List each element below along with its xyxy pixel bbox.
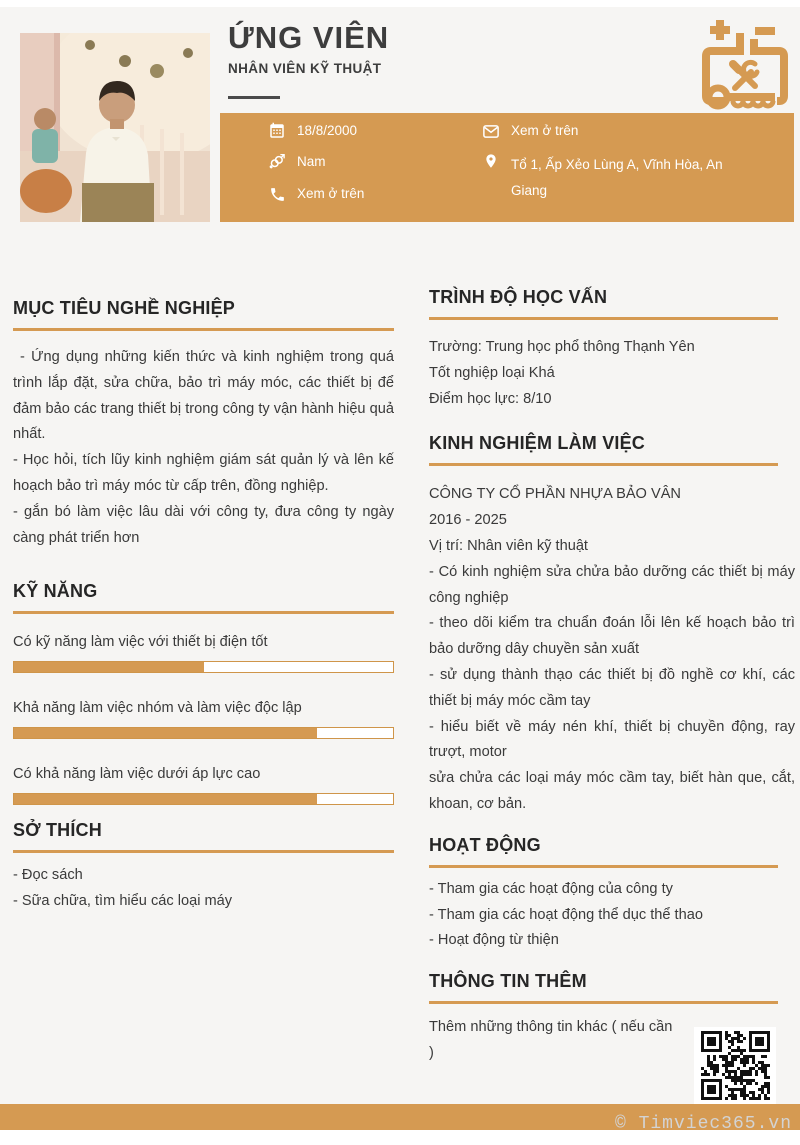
education-rule <box>429 317 778 320</box>
education-line: Điểm học lực: 8/10 <box>429 390 552 407</box>
email-value: Xem ở trên <box>511 123 579 138</box>
education-body <box>429 335 795 412</box>
hobbies-body <box>13 862 394 914</box>
hobby-item: - Sữa chữa, tìm hiểu các loại máy <box>13 893 233 910</box>
objective-heading: MỤC TIÊU NGHỀ NGHIỆP <box>13 298 236 318</box>
education-line: Tốt nghiệp loại Khá <box>429 364 555 381</box>
activities-body <box>429 877 795 954</box>
objective-rule <box>13 328 394 331</box>
objective-paragraph: - gắn bó làm việc lâu dài với công ty, đưa công ty ngày càng phát triển hơn <box>13 503 394 546</box>
candidate-name: ỨNG VIÊN <box>228 20 390 55</box>
skill-item <box>13 632 394 673</box>
gender-value: Nam <box>297 154 326 169</box>
objective-paragraph: - Học hỏi, tích lũy kinh nghiệm giám sát quản lý và lên kế hoạch bảo trì máy móc từ cấp trên, đồng nghiệp. <box>13 452 394 494</box>
address-value: Tổ 1, Ấp Xẻo Lùng A, Vĩnh Hòa, An Giang <box>511 157 723 198</box>
experience-rule <box>429 463 778 466</box>
watermark: © Timviec365.vn <box>614 1114 792 1134</box>
phone-value: Xem ở trên <box>297 186 365 201</box>
activity-item: - Tham gia các hoạt động thể dục thể thao <box>429 906 703 923</box>
experience-position: Vị trí: Nhân viên kỹ thuật <box>429 537 588 554</box>
qr-code <box>694 1027 776 1104</box>
experience-heading: KINH NGHIỆM LÀM VIỆC <box>429 433 646 454</box>
education-line: Trường: Trung học phổ thông Thạnh Yên <box>429 339 695 355</box>
skill-item <box>13 698 394 739</box>
experience-body <box>429 482 795 817</box>
skill-label: Có kỹ năng làm việc với thiết bị điện tốt <box>13 634 268 651</box>
activity-item: - Tham gia các hoạt động của công ty <box>429 880 673 897</box>
objective-paragraph: - Ứng dụng những kiến thức và kinh nghiệm trong quá trình lắp đặt, sửa chữa, bảo trì máy móc, các thiết bị để đảm bảo các trang thiết bị trong công ty vận hành hiệu quả nhất. <box>13 349 394 443</box>
education-heading: TRÌNH ĐỘ HỌC VẤN <box>429 287 608 307</box>
skills-rule <box>13 611 394 614</box>
more-info-rule <box>429 1001 778 1004</box>
activity-item: - Hoạt động từ thiện <box>429 932 559 949</box>
left-column <box>13 0 394 914</box>
objective-body <box>13 345 394 551</box>
skill-label: Khả năng làm việc nhóm và làm việc độc lập <box>13 700 302 717</box>
skill-item <box>13 764 394 805</box>
experience-period: 2016 - 2025 <box>429 512 507 529</box>
experience-detail: - Có kinh nghiệm sửa chửa bảo dưỡng các thiết bị máy công nghiệp <box>429 563 795 606</box>
activities-heading: HOẠT ĐỘNG <box>429 834 541 855</box>
skill-bar-fill <box>14 728 317 738</box>
candidate-job-title: NHÂN VIÊN KỸ THUẬT <box>228 61 382 76</box>
more-info-note: Thêm những thông tin khác ( nếu cần ) <box>429 1019 673 1061</box>
experience-detail: - theo dõi kiểm tra chuẩn đoán lỗi lên kế hoạch bảo trì bảo dưỡng dây chuyền sản xuất <box>429 615 795 658</box>
more-info-heading: THÔNG TIN THÊM <box>429 971 587 992</box>
skill-label: Có khả năng làm việc dưới áp lực cao <box>13 766 261 783</box>
experience-company: CÔNG TY CỔ PHẦN NHỰA BẢO VÂN <box>429 486 681 503</box>
skill-bar-fill <box>14 662 204 672</box>
experience-detail: sửa chửa các loại máy móc cầm tay, biết hàn que, cắt, khoan, cơ bản. <box>429 770 795 812</box>
activities-rule <box>429 865 778 868</box>
right-column <box>429 0 795 1067</box>
experience-detail: - hiểu biết về máy nén khí, thiết bị chuyền động, ray trượt, motor <box>429 718 795 761</box>
hobbies-heading: SỞ THÍCH <box>13 820 102 841</box>
hobbies-rule <box>13 850 394 853</box>
hobby-item: - Đọc sách <box>13 867 83 884</box>
skills-heading: KỸ NĂNG <box>13 581 98 602</box>
skill-bar <box>13 793 394 805</box>
dob-value: 18/8/2000 <box>297 123 358 138</box>
experience-detail: - sử dụng thành thạo các thiết bị đồ nghề cơ khí, các thiết bị máy móc cầm tay <box>429 666 795 709</box>
skill-bar <box>13 661 394 673</box>
skill-bar-fill <box>14 794 317 804</box>
skill-bar <box>13 727 394 739</box>
